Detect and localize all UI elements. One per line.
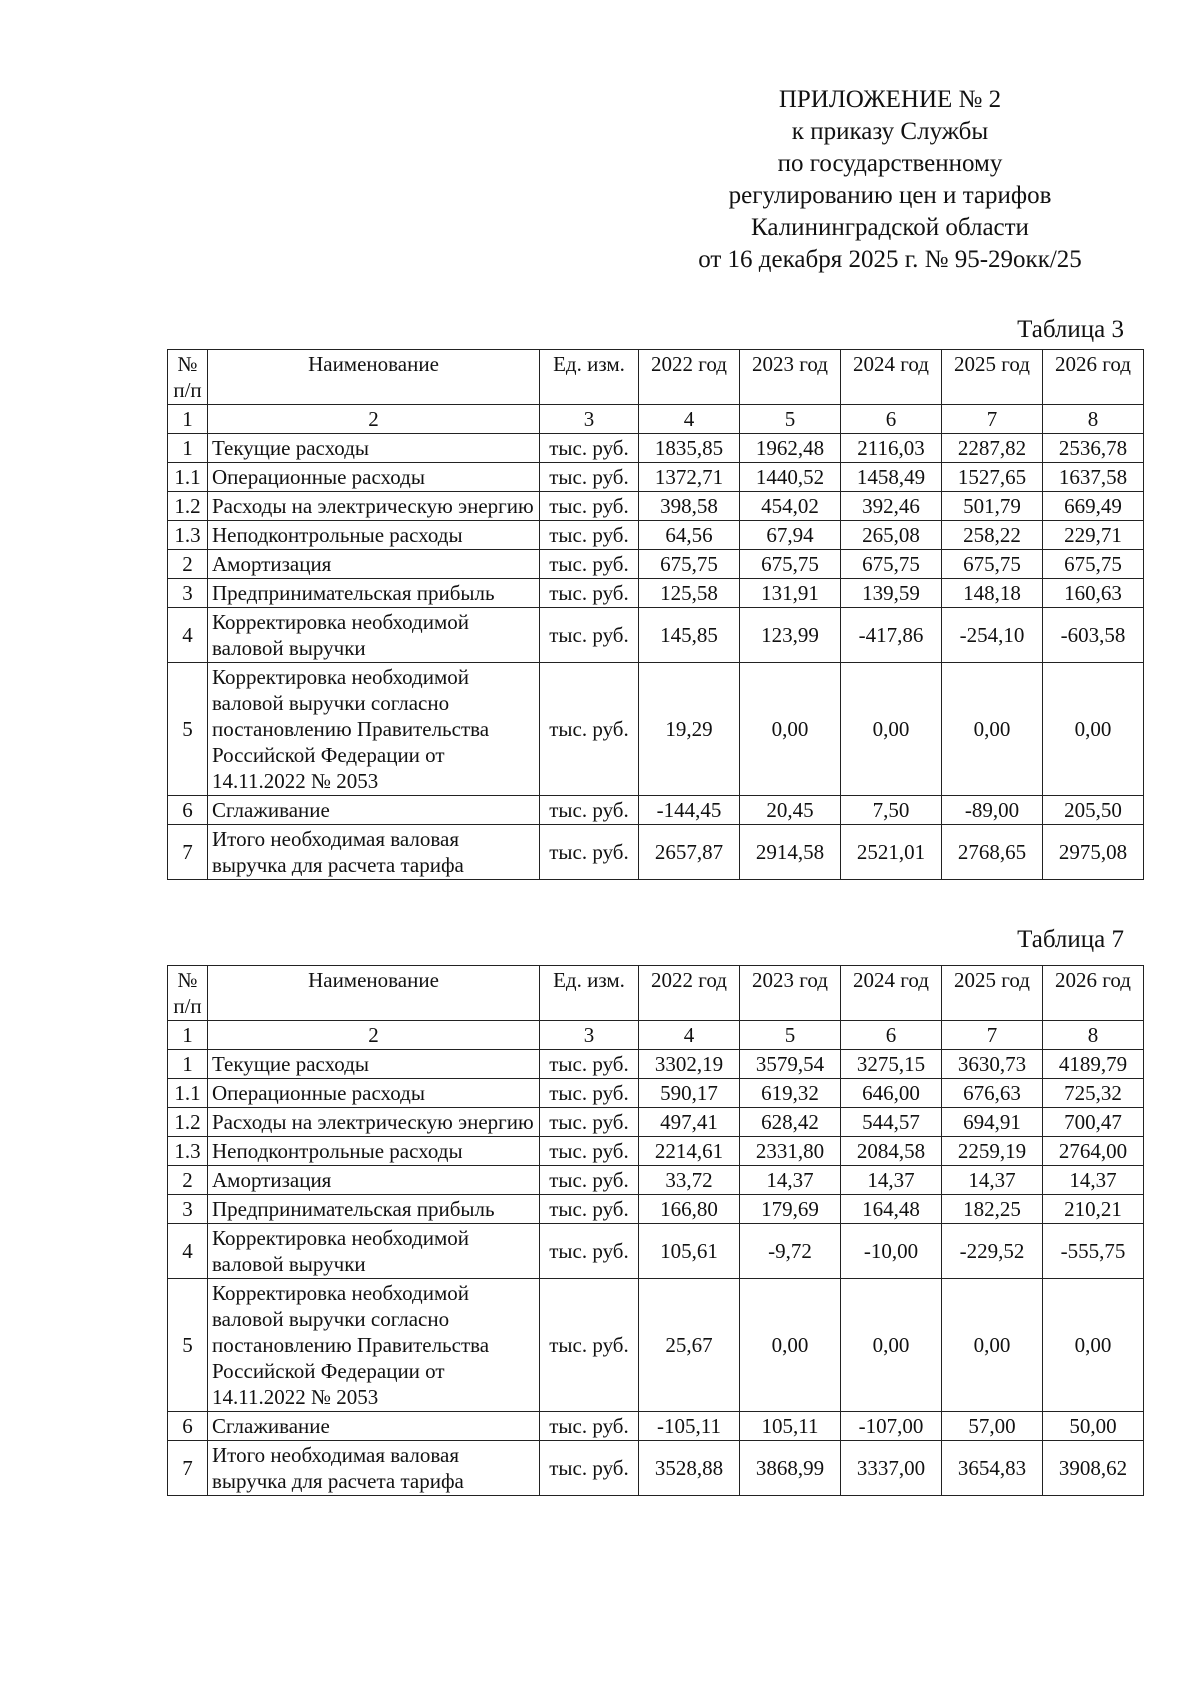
row-number: 5 [168,663,208,796]
row-name: Текущие расходы [208,434,540,463]
table-row [168,1224,1144,1279]
row-unit: тыс. руб. [540,1412,639,1441]
header-line: по государственному [777,150,1003,177]
row-value: 14,37 [841,1166,942,1195]
row-value: 3908,62 [1043,1441,1144,1496]
column-index-cell: 8 [1043,405,1144,434]
row-value: 3579,54 [740,1050,841,1079]
row-unit: тыс. руб. [540,1050,639,1079]
row-value: 544,57 [841,1108,942,1137]
row-value: 1637,58 [1043,463,1144,492]
row-name: Сглаживание [208,796,540,825]
column-index-cell: 3 [540,1021,639,1050]
row-value: 1372,71 [639,463,740,492]
column-index-cell: 2 [208,405,540,434]
row-number: 1.1 [168,1079,208,1108]
row-value: -254,10 [942,608,1043,663]
table-3-caption: Таблица 3 [1017,316,1124,343]
table-7 [167,965,1144,1496]
column-index-cell: 4 [639,1021,740,1050]
column-index-cell: 5 [740,405,841,434]
header-year: 2026 год [1043,350,1144,405]
table-row [168,1137,1144,1166]
row-number: 5 [168,1279,208,1412]
row-value: 1458,49 [841,463,942,492]
row-value: -89,00 [942,796,1043,825]
column-index-cell: 6 [841,405,942,434]
row-value: 14,37 [740,1166,841,1195]
row-value: 675,75 [942,550,1043,579]
table-row [168,521,1144,550]
row-value: -144,45 [639,796,740,825]
row-value: 179,69 [740,1195,841,1224]
row-unit: тыс. руб. [540,1079,639,1108]
row-number: 1.2 [168,1108,208,1137]
table-row [168,1441,1144,1496]
row-name: Текущие расходы [208,1050,540,1079]
header-year: 2024 год [841,966,942,1021]
row-number: 6 [168,796,208,825]
row-unit: тыс. руб. [540,796,639,825]
header-name: Наименование [208,350,540,405]
table-row [168,1079,1144,1108]
table-row [168,463,1144,492]
column-index-row [168,1021,1144,1050]
row-value: 675,75 [841,550,942,579]
table-row [168,492,1144,521]
row-value: -10,00 [841,1224,942,1279]
table-row [168,1166,1144,1195]
column-index-cell: 8 [1043,1021,1144,1050]
row-value: 3275,15 [841,1050,942,1079]
row-value: 139,59 [841,579,942,608]
header-num: № п/п [168,966,208,1021]
row-number: 4 [168,1224,208,1279]
row-value: 25,67 [639,1279,740,1412]
row-value: 2914,58 [740,825,841,880]
row-value: 628,42 [740,1108,841,1137]
row-value: 2764,00 [1043,1137,1144,1166]
column-index-cell: 2 [208,1021,540,1050]
header-line: регулированию цен и тарифов [728,182,1052,209]
row-unit: тыс. руб. [540,1166,639,1195]
row-value: 2259,19 [942,1137,1043,1166]
row-value: 2287,82 [942,434,1043,463]
table-row [168,1195,1144,1224]
header-year: 2024 год [841,350,942,405]
row-unit: тыс. руб. [540,608,639,663]
row-value: 258,22 [942,521,1043,550]
row-value: 265,08 [841,521,942,550]
row-name: Расходы на электрическую энергию [208,1108,540,1137]
row-value: -107,00 [841,1412,942,1441]
column-index-cell: 1 [168,1021,208,1050]
row-name: Корректировка необходимой валовой выручки [208,608,540,663]
row-unit: тыс. руб. [540,434,639,463]
table-row [168,434,1144,463]
header-num: № п/п [168,350,208,405]
header-year: 2026 год [1043,966,1144,1021]
header-year: 2023 год [740,350,841,405]
column-index-cell: 6 [841,1021,942,1050]
row-number: 3 [168,1195,208,1224]
table-row [168,608,1144,663]
table-row [168,1412,1144,1441]
row-number: 4 [168,608,208,663]
row-value: 2975,08 [1043,825,1144,880]
row-value: 67,94 [740,521,841,550]
row-value: 3337,00 [841,1441,942,1496]
row-unit: тыс. руб. [540,579,639,608]
row-value: 700,47 [1043,1108,1144,1137]
row-number: 3 [168,579,208,608]
row-value: 160,63 [1043,579,1144,608]
row-number: 1.2 [168,492,208,521]
row-value: 675,75 [1043,550,1144,579]
row-value: 20,45 [740,796,841,825]
row-number: 2 [168,1166,208,1195]
row-unit: тыс. руб. [540,492,639,521]
column-index-cell: 7 [942,1021,1043,1050]
table-row [168,1108,1144,1137]
header-row [168,966,1144,1021]
table-row [168,550,1144,579]
header-unit: Ед. изм. [540,350,639,405]
row-name: Итого необходимая валовая выручка для расчета тарифа [208,825,540,880]
header-row [168,350,1144,405]
row-unit: тыс. руб. [540,1137,639,1166]
row-name: Сглаживание [208,1412,540,1441]
row-value: 0,00 [1043,1279,1144,1412]
row-value: 105,11 [740,1412,841,1441]
table-row [168,579,1144,608]
table-row [168,1279,1144,1412]
row-value: 0,00 [740,1279,841,1412]
row-value: 0,00 [841,663,942,796]
row-value: 2768,65 [942,825,1043,880]
table-row [168,825,1144,880]
row-value: 3630,73 [942,1050,1043,1079]
row-unit: тыс. руб. [540,1279,639,1412]
row-value: 454,02 [740,492,841,521]
row-number: 1.1 [168,463,208,492]
row-unit: тыс. руб. [540,1195,639,1224]
row-value: 2214,61 [639,1137,740,1166]
row-value: 131,91 [740,579,841,608]
row-value: -417,86 [841,608,942,663]
row-value: 675,75 [740,550,841,579]
table-row [168,796,1144,825]
row-value: -555,75 [1043,1224,1144,1279]
row-value: 2521,01 [841,825,942,880]
row-name: Корректировка необходимой валовой выручки согласно постановлению Правительства Российской Федерации от 14.11.2022 № 2053 [208,1279,540,1412]
header-line: к приказу Службы [791,118,989,145]
row-number: 7 [168,1441,208,1496]
appendix-title: ПРИЛОЖЕНИЕ № 2 [778,86,1002,113]
header-year: 2023 год [740,966,841,1021]
row-value: 398,58 [639,492,740,521]
row-name: Операционные расходы [208,463,540,492]
column-index-cell: 7 [942,405,1043,434]
row-value: 2116,03 [841,434,942,463]
row-value: 3654,83 [942,1441,1043,1496]
header-line: Калининградской области [751,214,1029,241]
row-value: 14,37 [1043,1166,1144,1195]
row-name: Корректировка необходимой валовой выручки согласно постановлению Правительства Российской Федерации от 14.11.2022 № 2053 [208,663,540,796]
column-index-cell: 1 [168,405,208,434]
header-name: Наименование [208,966,540,1021]
header-year: 2025 год [942,350,1043,405]
row-name: Амортизация [208,1166,540,1195]
row-unit: тыс. руб. [540,463,639,492]
row-value: 182,25 [942,1195,1043,1224]
row-name: Корректировка необходимой валовой выручки [208,1224,540,1279]
row-value: 590,17 [639,1079,740,1108]
row-value: 2084,58 [841,1137,942,1166]
row-value: 4189,79 [1043,1050,1144,1079]
row-value: 1835,85 [639,434,740,463]
row-value: 497,41 [639,1108,740,1137]
row-value: 125,58 [639,579,740,608]
row-value: 148,18 [942,579,1043,608]
row-value: 2536,78 [1043,434,1144,463]
column-index-row [168,405,1144,434]
row-value: 205,50 [1043,796,1144,825]
row-unit: тыс. руб. [540,663,639,796]
table-row [168,663,1144,796]
document-header [640,84,1140,276]
row-unit: тыс. руб. [540,1108,639,1137]
header-year: 2022 год [639,350,740,405]
row-value: -603,58 [1043,608,1144,663]
header-unit: Ед. изм. [540,966,639,1021]
table-7-caption: Таблица 7 [1017,926,1124,953]
row-value: 3868,99 [740,1441,841,1496]
row-value: 392,46 [841,492,942,521]
row-value: 694,91 [942,1108,1043,1137]
header-year: 2025 год [942,966,1043,1021]
row-value: 676,63 [942,1079,1043,1108]
row-value: 19,29 [639,663,740,796]
table-row [168,1050,1144,1079]
row-value: 0,00 [740,663,841,796]
row-value: 50,00 [1043,1412,1144,1441]
row-value: -105,11 [639,1412,740,1441]
row-value: -229,52 [942,1224,1043,1279]
row-unit: тыс. руб. [540,550,639,579]
row-name: Итого необходимая валовая выручка для расчета тарифа [208,1441,540,1496]
row-value: 145,85 [639,608,740,663]
row-number: 2 [168,550,208,579]
row-value: 725,32 [1043,1079,1144,1108]
row-name: Амортизация [208,550,540,579]
row-number: 1 [168,434,208,463]
row-value: 57,00 [942,1412,1043,1441]
row-name: Операционные расходы [208,1079,540,1108]
row-number: 1.3 [168,521,208,550]
row-value: 0,00 [841,1279,942,1412]
row-value: 229,71 [1043,521,1144,550]
row-value: 675,75 [639,550,740,579]
row-value: 1962,48 [740,434,841,463]
row-value: 123,99 [740,608,841,663]
row-value: 0,00 [1043,663,1144,796]
row-value: 210,21 [1043,1195,1144,1224]
row-unit: тыс. руб. [540,825,639,880]
row-value: 0,00 [942,1279,1043,1412]
row-name: Расходы на электрическую энергию [208,492,540,521]
row-value: 501,79 [942,492,1043,521]
row-value: 0,00 [942,663,1043,796]
row-name: Предпринимательская прибыль [208,1195,540,1224]
row-unit: тыс. руб. [540,521,639,550]
row-number: 1 [168,1050,208,1079]
row-value: 3528,88 [639,1441,740,1496]
row-name: Предпринимательская прибыль [208,579,540,608]
header-year: 2022 год [639,966,740,1021]
row-value: 1527,65 [942,463,1043,492]
row-value: 33,72 [639,1166,740,1195]
row-value: 646,00 [841,1079,942,1108]
row-value: 164,48 [841,1195,942,1224]
row-number: 7 [168,825,208,880]
row-value: 166,80 [639,1195,740,1224]
row-value: 669,49 [1043,492,1144,521]
row-value: 64,56 [639,521,740,550]
row-value: 2657,87 [639,825,740,880]
column-index-cell: 4 [639,405,740,434]
row-value: 14,37 [942,1166,1043,1195]
table-3 [167,349,1144,880]
row-name: Неподконтрольные расходы [208,1137,540,1166]
row-name: Неподконтрольные расходы [208,521,540,550]
row-value: -9,72 [740,1224,841,1279]
row-unit: тыс. руб. [540,1224,639,1279]
row-unit: тыс. руб. [540,1441,639,1496]
row-value: 1440,52 [740,463,841,492]
row-number: 1.3 [168,1137,208,1166]
row-value: 2331,80 [740,1137,841,1166]
row-value: 7,50 [841,796,942,825]
order-date-number: от 16 декабря 2025 г. № 95-29окк/25 [698,246,1082,273]
row-value: 3302,19 [639,1050,740,1079]
row-value: 105,61 [639,1224,740,1279]
column-index-cell: 3 [540,405,639,434]
column-index-cell: 5 [740,1021,841,1050]
row-number: 6 [168,1412,208,1441]
row-value: 619,32 [740,1079,841,1108]
